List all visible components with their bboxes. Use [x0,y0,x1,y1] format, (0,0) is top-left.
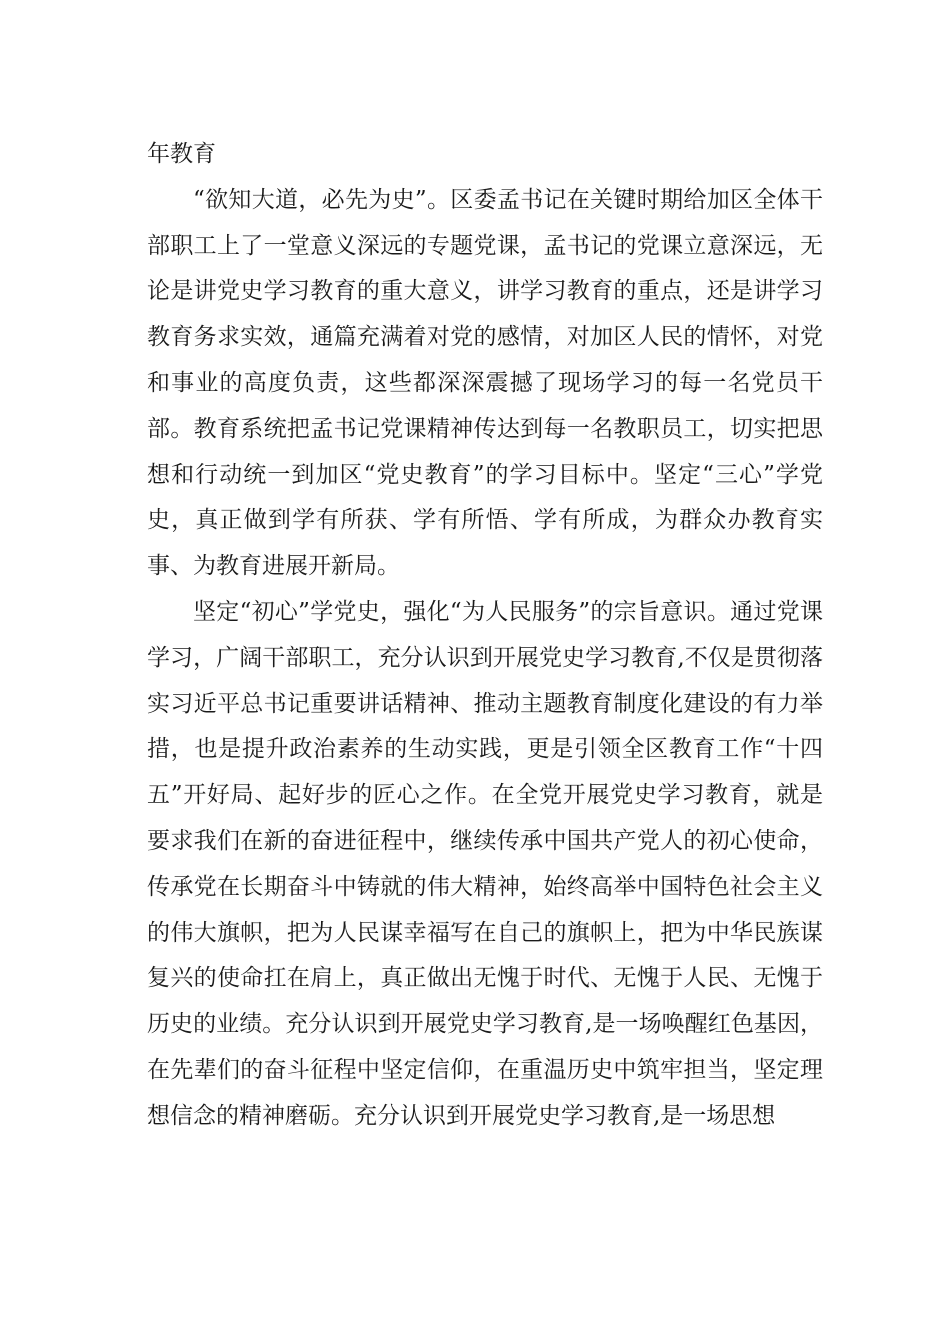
paragraph-party-lecture: “欲知大道，必先为史”。区委孟书记在关键时期给加区全体干部职工上了一堂意义深远的专题党课，孟书记的党课立意深远，无论是讲党史学习教育的重大意义，讲学习教育的重点，还是讲学习教育务求实效，通篇充满着对党的感情，对加区人民的情怀，对党和事业的高度负责，这些都深深震撼了现场学习的每一名党员干部。教育系统把孟书记党课精神传达到每一名教职员工，切实把思想和行动统一到加区“党史教育”的学习目标中。坚定“三心”学党史，真正做到学有所获、学有所悟、学有所成，为群众办教育实事、为教育进展开新局。 [147,186,823,580]
paragraph-original-aspiration: 坚定“初心”学党史，强化“为人民服务”的宗旨意识。通过党课学习，广阔干部职工，充分认识到开展党史学习教育,不仅是贯彻落实习近平总书记重要讲话精神、推动主题教育制度化建设的有力举措，也是提升政治素养的生动实践，更是引领全区教育工作“十四五”开好局、起好步的匠心之作。在全党开展党史学习教育，就是要求我们在新的奋进征程中，继续传承中国共产党人的初心使命，传承党在长期奋斗中铸就的伟大精神，始终高举中国特色社会主义的伟大旗帜，把为人民谋幸福写在自己的旗帜上，把为中华民族谋复兴的使命扛在肩上，真正做出无愧于时代、无愧于人民、无愧于历史的业绩。充分认识到开展党史学习教育,是一场唤醒红色基因，在先辈们的奋斗征程中坚定信仰，在重温历史中筑牢担当，坚定理想信念的精神磨砺。充分认识到开展党史学习教育,是一场思想 [147,598,823,1129]
paragraph-continuation: 年教育 [147,141,216,167]
body-text [147,132,823,1140]
